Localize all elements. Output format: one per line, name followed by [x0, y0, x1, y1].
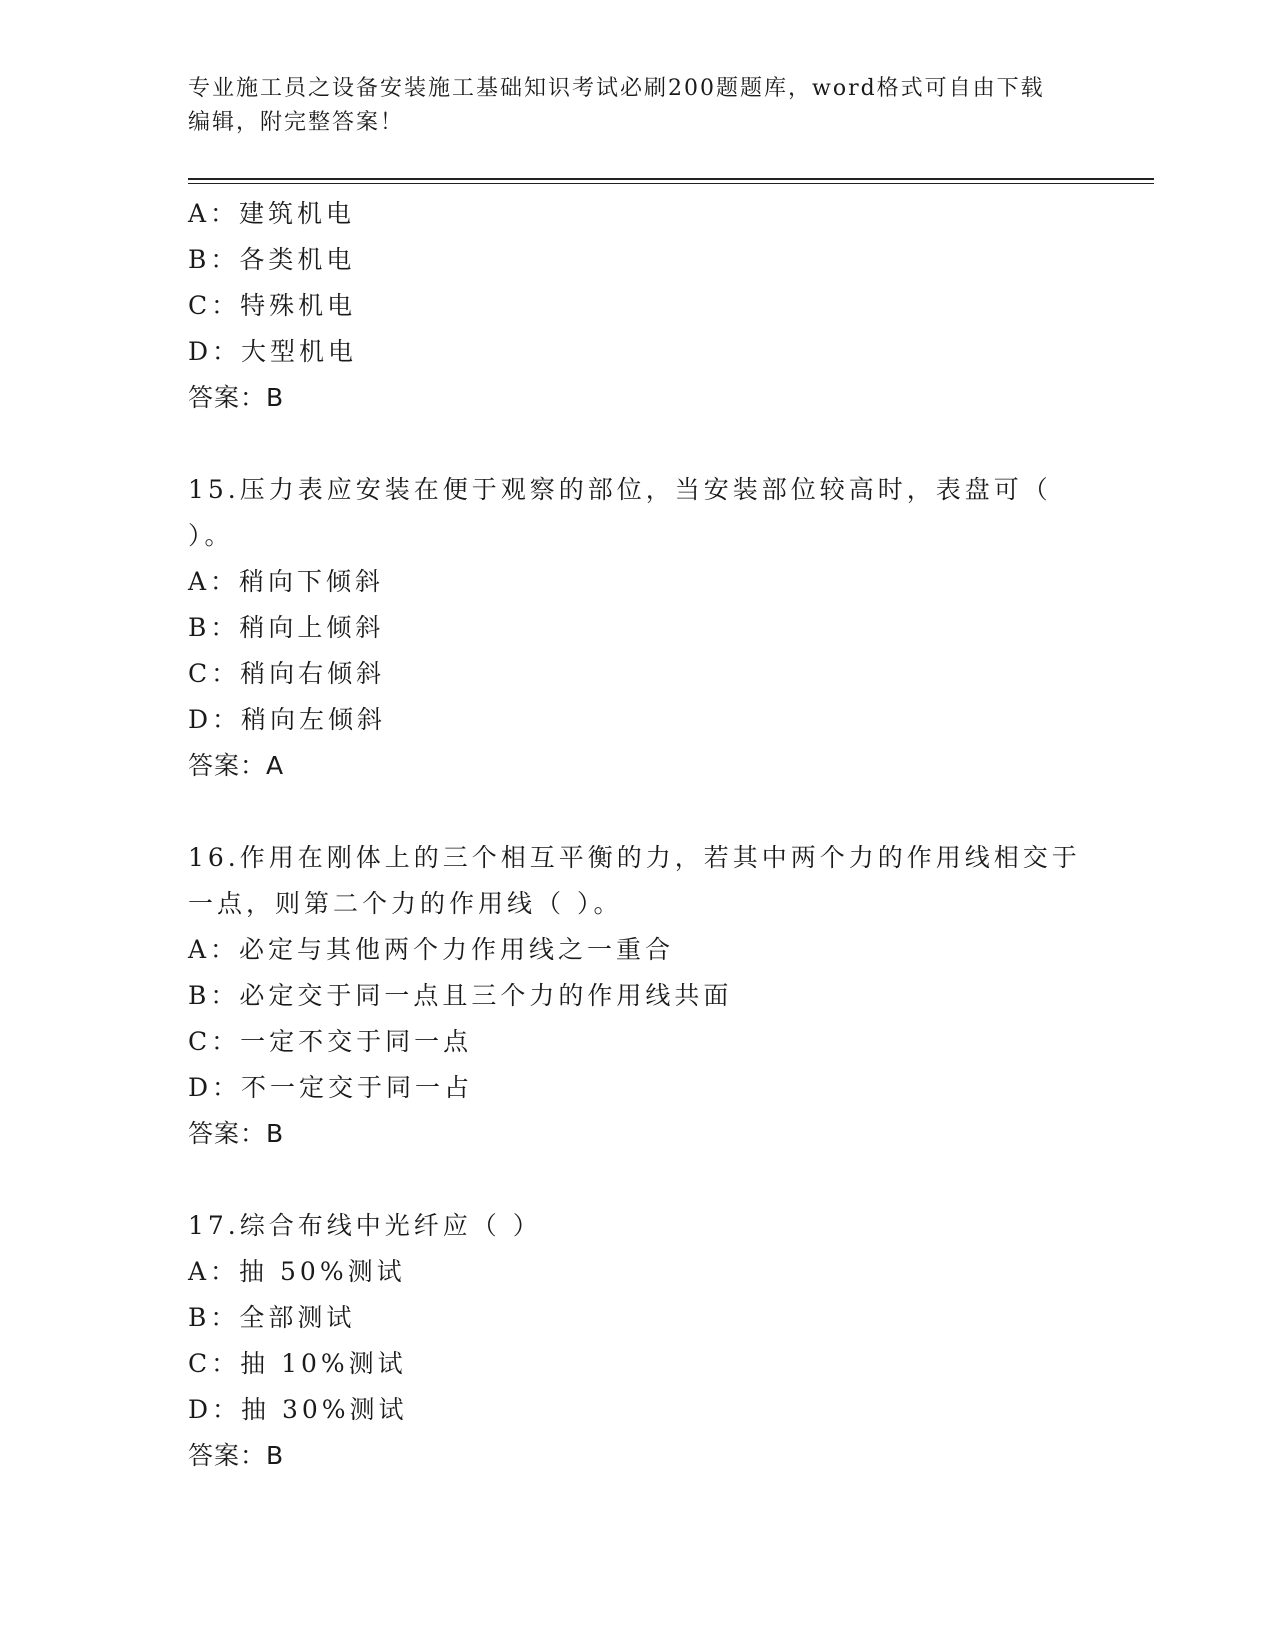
header-title-line-2: 编辑，附完整答案！ — [188, 110, 405, 135]
option-a: A：抽 50%测试 — [188, 1257, 406, 1286]
answer-line: 答案：B — [188, 1119, 285, 1148]
answer-line: 答案：A — [188, 751, 285, 780]
option-b: B：各类机电 — [188, 245, 356, 274]
question-list — [188, 191, 1108, 1479]
question-stem-line-2: ）。 — [188, 521, 234, 550]
question-stem-line-1: 17.综合布线中光纤应（ ） — [188, 1211, 542, 1240]
option-a: A：稍向下倾斜 — [188, 567, 385, 596]
option-a: A：必定与其他两个力作用线之一重合 — [188, 935, 675, 964]
option-c: C：抽 10%测试 — [188, 1349, 407, 1378]
option-d: D：稍向左倾斜 — [188, 705, 387, 734]
question-block-17 — [188, 1203, 1108, 1479]
option-d: D：不一定交于同一占 — [188, 1073, 474, 1102]
header-divider-thin — [188, 183, 1154, 184]
header-divider-thick — [188, 178, 1154, 180]
spacer — [188, 789, 1108, 835]
option-b: B：全部测试 — [188, 1303, 356, 1332]
option-a: A：建筑机电 — [188, 199, 356, 228]
option-d: D：抽 30%测试 — [188, 1395, 408, 1424]
question-stem-line-2: 一点，则第二个力的作用线（ ）。 — [188, 889, 623, 918]
spacer — [188, 1157, 1108, 1203]
answer-line: 答案：B — [188, 1441, 285, 1470]
question-block-15 — [188, 467, 1108, 789]
question-block-16 — [188, 835, 1108, 1157]
option-b: B：必定交于同一点且三个力的作用线共面 — [188, 981, 733, 1010]
document-header — [188, 72, 1088, 140]
option-c: C：特殊机电 — [188, 291, 357, 320]
header-title-line-1: 专业施工员之设备安装施工基础知识考试必刷200题题库，word格式可自由下载 — [188, 76, 1045, 101]
question-stem-line-1: 15.压力表应安装在便于观察的部位，当安装部位较高时，表盘可（ — [188, 475, 1052, 504]
question-stem-line-1: 16.作用在刚体上的三个相互平衡的力，若其中两个力的作用线相交于 — [188, 843, 1081, 872]
spacer — [188, 421, 1108, 467]
option-c: C：一定不交于同一点 — [188, 1027, 473, 1056]
option-b: B：稍向上倾斜 — [188, 613, 385, 642]
question-block-14 — [188, 191, 1108, 421]
option-d: D：大型机电 — [188, 337, 358, 366]
answer-line: 答案：B — [188, 383, 285, 412]
option-c: C：稍向右倾斜 — [188, 659, 386, 688]
